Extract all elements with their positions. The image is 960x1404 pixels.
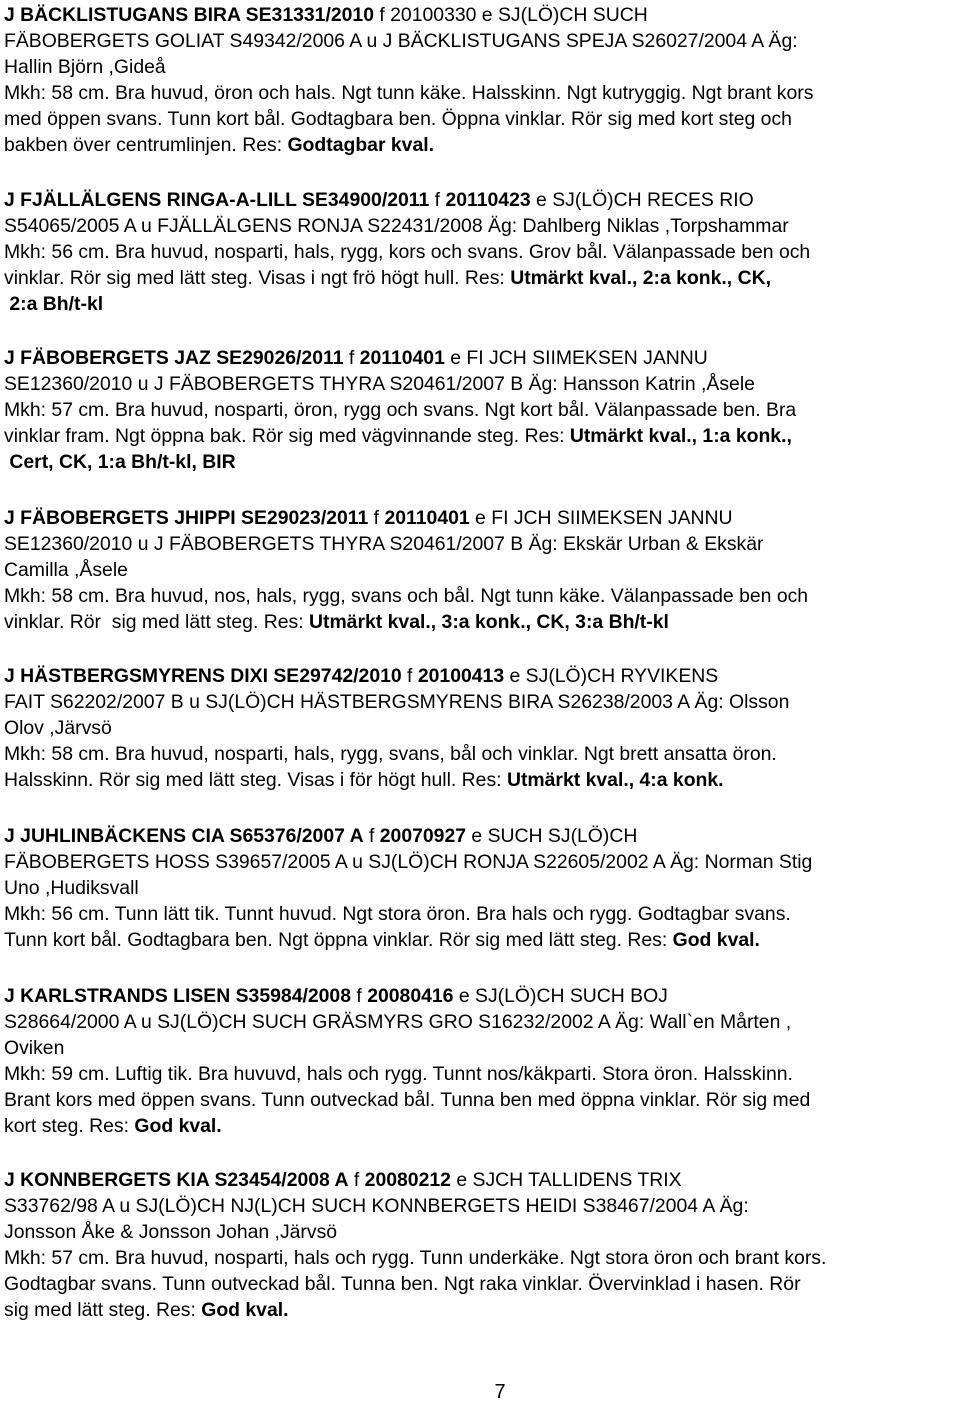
entry-text-line: [4, 1245, 956, 1271]
entry-text-line: [4, 1035, 956, 1061]
dog-entry-5: [4, 663, 956, 793]
entry-text-line: [4, 715, 956, 741]
text-segment: Godtagbar svans. Tunn outveckad bål. Tunna ben. Ngt raka vinklar. Övervinklad i hasen. Rör: [4, 1273, 801, 1295]
entry-text-line: [4, 265, 956, 291]
text-segment: vinklar fram. Ngt öppna bak. Rör sig med vägvinnande steg. Res:: [4, 425, 570, 447]
text-segment: f: [343, 347, 360, 369]
bold-text-segment: Utmärkt kval., 2:a konk., CK,: [510, 267, 771, 289]
text-segment: Camilla ,Åsele: [4, 559, 128, 581]
entry-text-line: [4, 213, 956, 239]
text-segment: Olov ,Järvsö: [4, 717, 112, 739]
text-segment: Mkh: 56 cm. Bra huvud, nosparti, hals, rygg, kors och svans. Grov bål. Välanpassade ben och: [4, 241, 811, 263]
entry-text-line: [4, 239, 956, 265]
bold-text-segment: 2:a Bh/t-kl: [4, 293, 104, 315]
bold-text-segment: J KONNBERGETS KIA S23454/2008 A: [4, 1169, 349, 1191]
bold-text-segment: 20070927: [379, 825, 467, 847]
text-segment: Mkh: 59 cm. Luftig tik. Bra huvuvd, hals och rygg. Tunnt nos/käkparti. Stora öron. Halsskinn.: [4, 1063, 793, 1085]
text-segment: Oviken: [4, 1037, 65, 1059]
text-segment: bakben över centrumlinjen. Res:: [4, 134, 288, 156]
entry-text-line: [4, 875, 956, 901]
bold-text-segment: Cert, CK, 1:a Bh/t-kl, BIR: [4, 451, 236, 473]
dog-entry-2: [4, 187, 956, 317]
text-segment: SE12360/2010 u J FÄBOBERGETS THYRA S20461/2007 B Äg: Ekskär Urban & Ekskär: [4, 533, 764, 555]
bold-text-segment: J FÄBOBERGETS JAZ SE29026/2011: [4, 347, 344, 369]
entry-text-line: [4, 849, 956, 875]
entry-text-line: [4, 1009, 956, 1035]
text-segment: Uno ,Hudiksvall: [4, 877, 139, 899]
text-segment: f 20100330 e SJ(LÖ)CH SUCH: [373, 4, 648, 26]
bold-text-segment: J FÄBOBERGETS JHIPPI SE29023/2011: [4, 507, 369, 529]
text-segment: f: [429, 189, 446, 211]
text-segment: e SUCH SJ(LÖ)CH: [466, 825, 638, 847]
bold-text-segment: J FJÄLLÄLGENS RINGA-A-LILL SE34900/2011: [4, 189, 430, 211]
entry-heading-line: [4, 2, 956, 28]
entry-text-line: [4, 80, 956, 106]
text-segment: med öppen svans. Tunn kort bål. Godtagbara ben. Öppna vinklar. Rör sig med kort steg och: [4, 108, 792, 130]
dog-entry-1: [4, 2, 956, 158]
bold-text-segment: God kval.: [201, 1299, 289, 1321]
bold-text-segment: 20100413: [417, 665, 505, 687]
dog-entry-7: [4, 983, 956, 1139]
entry-text-line: [4, 531, 956, 557]
bold-text-segment: Utmärkt kval., 4:a konk.: [506, 769, 724, 791]
text-segment: f: [401, 665, 418, 687]
entry-text-line: [4, 397, 956, 423]
entry-text-line: [4, 901, 956, 927]
entry-text-line: [4, 54, 956, 80]
text-segment: Mkh: 56 cm. Tunn lätt tik. Tunnt huvud. Ngt stora öron. Bra hals och rygg. Godtagbar svans.: [4, 903, 791, 925]
page-number: 7: [494, 1381, 506, 1403]
entry-heading-line: [4, 823, 956, 849]
entry-text-line: [4, 423, 956, 449]
bold-text-segment: J JUHLINBÄCKENS CIA S65376/2007 A: [4, 825, 364, 847]
bold-text-segment: Utmärkt kval., 3:a konk., CK, 3:a Bh/t-kl: [308, 611, 669, 633]
bold-text-segment: Godtagbar kval.: [287, 134, 435, 156]
text-segment: f: [368, 507, 385, 529]
entry-text-line: [4, 689, 956, 715]
dog-entry-8: [4, 1167, 956, 1323]
entry-heading-line: [4, 345, 956, 371]
text-segment: S33762/98 A u SJ(LÖ)CH NJ(L)CH SUCH KONNBERGETS HEIDI S38467/2004 A Äg:: [4, 1195, 749, 1217]
text-segment: e SJ(LÖ)CH RECES RIO: [530, 189, 754, 211]
text-segment: Mkh: 57 cm. Bra huvud, nosparti, öron, rygg och svans. Ngt kort bål. Välanpassade ben. Bra: [4, 399, 797, 421]
text-segment: e SJ(LÖ)CH SUCH BOJ: [453, 985, 668, 1007]
text-segment: f: [351, 985, 368, 1007]
dog-entry-3: [4, 345, 956, 475]
bold-text-segment: God kval.: [134, 1115, 222, 1137]
text-segment: e SJ(LÖ)CH RYVIKENS: [504, 665, 719, 687]
bold-text-segment: 20080212: [364, 1169, 451, 1191]
text-segment: SE12360/2010 u J FÄBOBERGETS THYRA S20461/2007 B Äg: Hansson Katrin ,Åsele: [4, 373, 755, 395]
text-segment: Mkh: 58 cm. Bra huvud, nosparti, hals, rygg, svans, bål och vinklar. Ngt brett ansatta öron.: [4, 743, 777, 765]
text-segment: sig med lätt steg. Res:: [4, 1299, 202, 1321]
entry-heading-line: [4, 505, 956, 531]
text-segment: FÄBOBERGETS HOSS S39657/2005 A u SJ(LÖ)CH RONJA S22605/2002 A Äg: Norman Stig: [4, 851, 813, 873]
text-segment: f: [363, 825, 380, 847]
entry-text-line: [4, 449, 956, 475]
text-segment: Mkh: 58 cm. Bra huvud, nos, hals, rygg, svans och bål. Ngt tunn käke. Välanpassade ben och: [4, 585, 809, 607]
entry-text-line: [4, 106, 956, 132]
bold-text-segment: J BÄCKLISTUGANS BIRA SE31331/2010: [4, 4, 374, 26]
text-segment: f: [348, 1169, 365, 1191]
bold-text-segment: 20110423: [445, 189, 531, 211]
bold-text-segment: 20110401: [359, 347, 445, 369]
text-segment: S54065/2005 A u FJÄLLÄLGENS RONJA S22431/2008 Äg: Dahlberg Niklas ,Torpshammar: [4, 215, 789, 237]
entry-text-line: [4, 291, 956, 317]
entry-heading-line: [4, 1167, 956, 1193]
entry-text-line: [4, 583, 956, 609]
text-segment: Mkh: 57 cm. Bra huvud, nosparti, hals och rygg. Tunn underkäke. Ngt stora öron och brant kors.: [4, 1247, 827, 1269]
text-segment: kort steg. Res:: [4, 1115, 135, 1137]
entry-text-line: [4, 28, 956, 54]
entry-text-line: [4, 741, 956, 767]
bold-text-segment: J KARLSTRANDS LISEN S35984/2008: [4, 985, 352, 1007]
text-segment: FÄBOBERGETS GOLIAT S49342/2006 A u J BÄCKLISTUGANS SPEJA S26027/2004 A Äg:: [4, 30, 798, 52]
text-segment: e SJCH TALLIDENS TRIX: [450, 1169, 682, 1191]
entry-heading-line: [4, 663, 956, 689]
entry-text-line: [4, 1087, 956, 1113]
bold-text-segment: 20110401: [384, 507, 470, 529]
entry-text-line: [4, 557, 956, 583]
entry-text-line: [4, 609, 956, 635]
bold-text-segment: 20080416: [367, 985, 454, 1007]
text-segment: S28664/2000 A u SJ(LÖ)CH SUCH GRÄSMYRS GRO S16232/2002 A Äg: Wall`en Mårten ,: [4, 1011, 792, 1033]
entry-text-line: [4, 1193, 956, 1219]
bold-text-segment: J HÄSTBERGSMYRENS DIXI SE29742/2010: [4, 665, 402, 687]
entry-text-line: [4, 1219, 956, 1245]
text-segment: vinklar. Rör sig med lätt steg. Res:: [4, 611, 309, 633]
text-segment: Tunn kort bål. Godtagbara ben. Ngt öppna vinklar. Rör sig med lätt steg. Res:: [4, 929, 673, 951]
text-segment: vinklar. Rör sig med lätt steg. Visas i ngt frö högt hull. Res:: [4, 267, 511, 289]
text-segment: Jonsson Åke & Jonsson Johan ,Järvsö: [4, 1221, 338, 1243]
text-segment: Hallin Björn ,Gideå: [4, 56, 166, 78]
text-segment: e FI JCH SIIMEKSEN JANNU: [444, 347, 708, 369]
entry-heading-line: [4, 187, 956, 213]
entry-text-line: [4, 767, 956, 793]
entry-text-line: [4, 1113, 956, 1139]
entry-text-line: [4, 1271, 956, 1297]
bold-text-segment: God kval.: [672, 929, 760, 951]
entry-heading-line: [4, 983, 956, 1009]
text-segment: Halsskinn. Rör sig med lätt steg. Visas i för högt hull. Res:: [4, 769, 507, 791]
text-segment: Brant kors med öppen svans. Tunn outveckad bål. Tunna ben med öppna vinklar. Rör sig med: [4, 1089, 811, 1111]
text-segment: Mkh: 58 cm. Bra huvud, öron och hals. Ngt tunn käke. Halsskinn. Ngt kutryggig. Ngt brant kors: [4, 82, 814, 104]
dog-entry-6: [4, 823, 956, 953]
entry-text-line: [4, 927, 956, 953]
entry-text-line: [4, 1061, 956, 1087]
entry-text-line: [4, 1297, 956, 1323]
text-segment: FAIT S62202/2007 B u SJ(LÖ)CH HÄSTBERGSMYRENS BIRA S26238/2003 A Äg: Olsson: [4, 691, 790, 713]
dog-entry-4: [4, 505, 956, 635]
bold-text-segment: Utmärkt kval., 1:a konk.,: [569, 425, 792, 447]
text-segment: e FI JCH SIIMEKSEN JANNU: [469, 507, 733, 529]
entry-text-line: [4, 371, 956, 397]
entry-text-line: [4, 132, 956, 158]
